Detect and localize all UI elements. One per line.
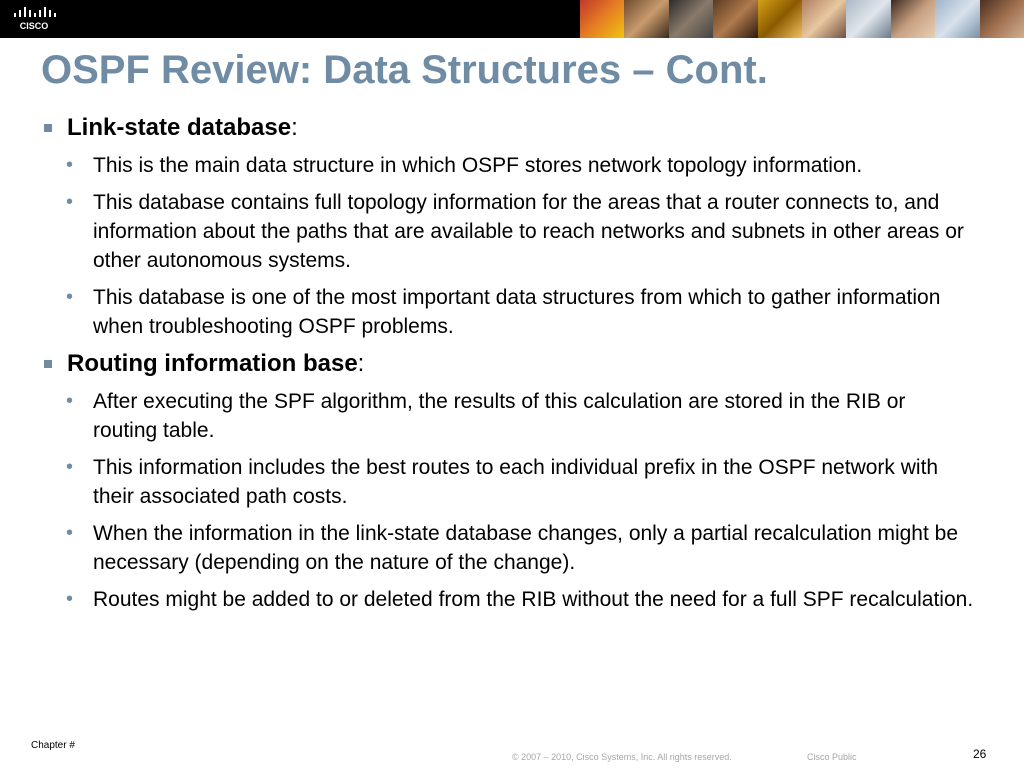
- dot-bullet-icon: •: [66, 191, 74, 213]
- section-heading: [44, 349, 974, 379]
- dot-bullet-icon: •: [66, 588, 74, 610]
- heading-colon: :: [291, 114, 298, 141]
- section-heading-text: Routing information base: [67, 350, 358, 377]
- footer-classification: Cisco Public: [807, 752, 857, 762]
- list-item: [44, 585, 974, 614]
- photo-tile: [935, 0, 979, 38]
- slide-title: OSPF Review: Data Structures – Cont.: [41, 48, 768, 92]
- list-item: [44, 387, 974, 445]
- photo-tile: [580, 0, 624, 38]
- heading-colon: :: [357, 350, 365, 377]
- slide-body: [44, 113, 974, 622]
- square-bullet-icon: [44, 124, 52, 132]
- list-item: [44, 519, 974, 577]
- list-item: [44, 283, 974, 341]
- footer-copyright: © 2007 – 2010, Cisco Systems, Inc. All rights reserved.: [512, 752, 732, 762]
- list-item: [44, 188, 974, 275]
- list-item: [44, 151, 974, 180]
- section-heading: [44, 113, 974, 143]
- photo-tile: [891, 0, 935, 38]
- list-item-text: This database contains full topology information for the areas that a router connects to, and information about the paths that are available to reach networks and subnets in other areas or other autonomous systems.: [93, 191, 964, 272]
- section-heading-text: Link-state database: [67, 114, 292, 141]
- list-item: [44, 453, 974, 511]
- list-item-text: This database is one of the most important data structures from which to gather information when troubleshooting OSPF problems.: [93, 286, 941, 338]
- top-banner: [0, 0, 1024, 38]
- dot-bullet-icon: •: [66, 522, 74, 544]
- cisco-logo: [10, 4, 58, 34]
- footer-chapter: Chapter #: [31, 740, 75, 751]
- photo-tile: [669, 0, 713, 38]
- square-bullet-icon: [44, 360, 52, 368]
- photo-tile: [846, 0, 890, 38]
- dot-bullet-icon: •: [66, 154, 74, 176]
- list-item-text: This information includes the best routes to each individual prefix in the OSPF network with their associated path costs.: [93, 456, 939, 508]
- list-item-text: After executing the SPF algorithm, the results of this calculation are stored in the RIB or routing table.: [93, 390, 906, 442]
- list-item-text: When the information in the link-state database changes, only a partial recalculation might be necessary (depending on the nature of the change).: [93, 522, 958, 574]
- dot-bullet-icon: •: [66, 286, 74, 308]
- list-item-text: Routes might be added to or deleted from the RIB without the need for a full SPF recalculation.: [93, 588, 974, 611]
- cisco-logo-text: CISCO: [19, 21, 49, 31]
- dot-bullet-icon: •: [66, 456, 74, 478]
- dot-bullet-icon: •: [66, 390, 74, 412]
- photo-tile: [758, 0, 802, 38]
- photo-tile: [713, 0, 757, 38]
- page-number: 26: [973, 747, 987, 761]
- list-item-text: This is the main data structure in which OSPF stores network topology information.: [93, 154, 863, 177]
- people-photo-strip: [580, 0, 1024, 38]
- photo-tile: [980, 0, 1024, 38]
- photo-tile: [624, 0, 668, 38]
- photo-tile: [802, 0, 846, 38]
